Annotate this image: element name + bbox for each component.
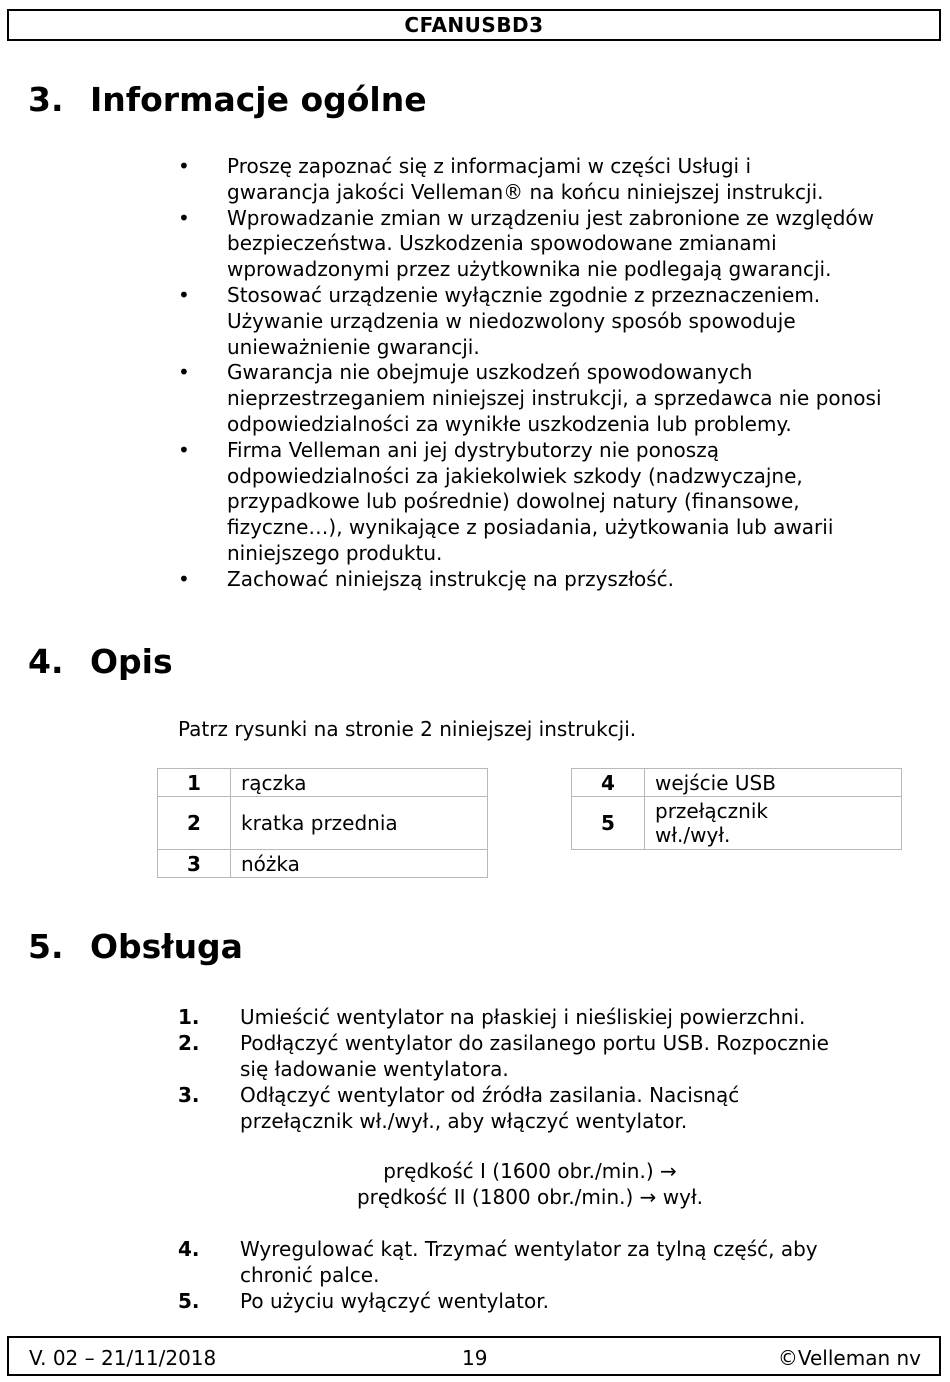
part-number: 5 xyxy=(572,797,645,850)
section-3-heading xyxy=(28,80,427,120)
part-label: rączka xyxy=(231,769,488,797)
part-number: 3 xyxy=(158,850,231,878)
list-item: • Proszę zapoznać się z informacjami w części Usługi i gwarancja jakości Velleman® na końcu niniejszej instrukcji. xyxy=(178,154,824,204)
bullet-icon: • xyxy=(178,566,190,591)
table-row xyxy=(572,769,902,797)
table-row xyxy=(572,797,902,850)
table-row xyxy=(158,797,488,850)
bullet-icon: • xyxy=(178,205,190,230)
section-4-heading xyxy=(28,642,173,682)
part-number: 2 xyxy=(158,797,231,850)
list-item: 3. Odłączyć wentylator od źródła zasilania. Nacisnąć przełącznik wł./wył., aby włączyć wentylator. xyxy=(178,1083,740,1133)
parts-table-right xyxy=(571,768,902,850)
table-row xyxy=(158,769,488,797)
step-number: 2. xyxy=(178,1031,200,1055)
general-info-list xyxy=(178,154,898,593)
list-item: 2. Podłączyć wentylator do zasilanego portu USB. Rozpocznie się ładowanie wentylatora. xyxy=(178,1031,829,1081)
list-item: 4. Wyregulować kąt. Trzymać wentylator za tylną część, aby chronić palce. xyxy=(178,1237,818,1287)
parts-table-left xyxy=(157,768,488,878)
step-number: 3. xyxy=(178,1083,200,1107)
part-label: przełącznik wł./wył. xyxy=(645,797,902,850)
section-5-number: 5. xyxy=(28,927,64,966)
part-label: kratka przednia xyxy=(231,797,488,850)
section-5-title: Obsługa xyxy=(90,927,243,966)
speed-line: prędkość II (1800 obr./min.) → wył. xyxy=(356,1185,703,1209)
footer-version: V. 02 – 21/11/2018 xyxy=(29,1346,217,1370)
step-number: 5. xyxy=(178,1289,200,1313)
bullet-icon: • xyxy=(178,360,190,385)
list-item: 1. Umieścić wentylator na płaskiej i nieśliskiej powierzchni. xyxy=(178,1005,806,1029)
section-3-title: Informacje ogólne xyxy=(90,80,427,119)
part-label: nóżka xyxy=(231,850,488,878)
step-number: 4. xyxy=(178,1237,200,1261)
bullet-icon: • xyxy=(178,154,190,178)
step-number: 1. xyxy=(178,1005,200,1029)
list-item: 5. Po użyciu wyłączyć wentylator. xyxy=(178,1289,550,1313)
table-row xyxy=(158,850,488,878)
document-footer xyxy=(7,1336,941,1376)
list-item: • Stosować urządzenie wyłącznie zgodnie z przeznaczeniem. Używanie urządzenia w niedozwolony sposób spowoduje unieważnienie gwarancji. xyxy=(178,282,821,359)
document-header: CFANUSBD3 xyxy=(7,9,941,41)
operation-steps xyxy=(178,1004,898,1134)
section-4-number: 4. xyxy=(28,642,64,681)
speed-sequence xyxy=(240,1158,820,1210)
section-5-heading xyxy=(28,927,243,967)
footer-page-number: 19 xyxy=(462,1346,488,1370)
speed-line: prędkość I (1600 obr./min.) → xyxy=(383,1159,677,1183)
list-item: • Firma Velleman ani jej dystrybutorzy nie ponoszą odpowiedzialności za jakiekolwiek szkody (nadzwyczajne, przypadkowe lub pośrednie) dowolnej natury (finansowe, fizyczne…), wynikające z posiadania, użytkowania lub awarii niniejszego produktu. xyxy=(178,437,834,565)
part-number: 4 xyxy=(572,769,645,797)
description-intro: Patrz rysunki na stronie 2 niniejszej instrukcji. xyxy=(178,717,637,741)
bullet-icon: • xyxy=(178,282,190,307)
part-label: wejście USB xyxy=(645,769,902,797)
bullet-icon: • xyxy=(178,437,190,462)
section-3-number: 3. xyxy=(28,80,64,119)
operation-steps-continued xyxy=(178,1236,898,1314)
list-item: • Zachować niniejszą instrukcję na przyszłość. xyxy=(178,566,675,591)
part-number: 1 xyxy=(158,769,231,797)
footer-copyright: ©Velleman nv xyxy=(777,1346,921,1370)
list-item: • Wprowadzanie zmian w urządzeniu jest zabronione ze względów bezpieczeństwa. Uszkodzenia spowodowane zmianami wprowadzonymi przez użytkownika nie podlegają gwarancji. xyxy=(178,205,875,282)
list-item: • Gwarancja nie obejmuje uszkodzeń spowodowanych nieprzestrzeganiem niniejszej instrukcji, a sprzedawca nie ponosi odpowiedzialności za wynikłe uszkodzenia lub problemy. xyxy=(178,360,882,436)
section-4-title: Opis xyxy=(90,642,173,681)
